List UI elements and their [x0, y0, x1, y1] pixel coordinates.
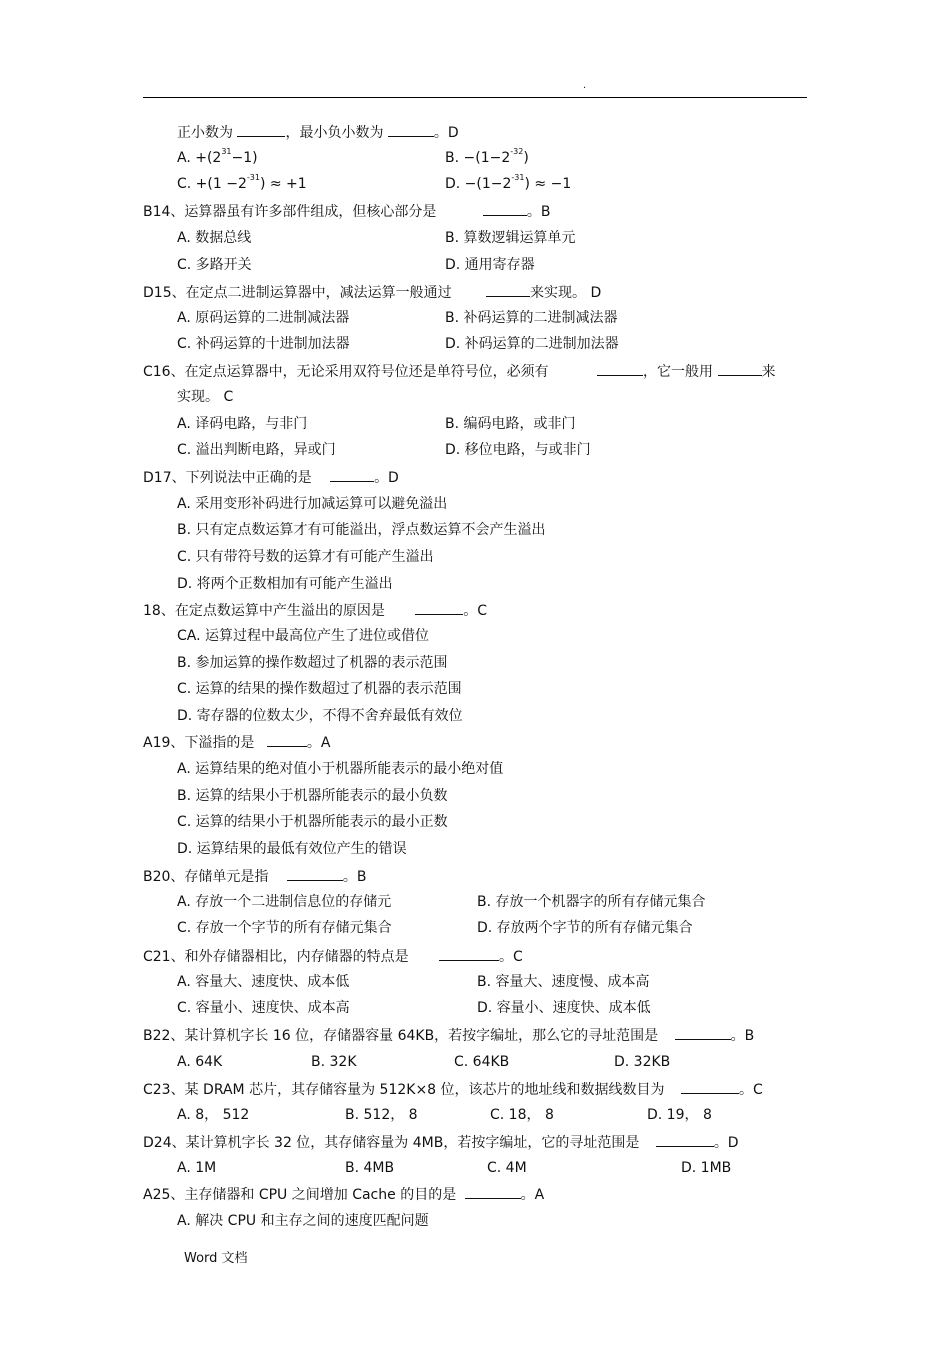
- option-b: B. 存放一个机器字的所有存储元集合: [477, 894, 706, 910]
- option-c: C. 溢出判断电路，异或门: [177, 442, 336, 458]
- option-d: D. 移位电路，与或非门: [445, 442, 591, 458]
- option-b: B. 只有定点数运算才有可能溢出，浮点数运算不会产生溢出: [177, 522, 546, 538]
- option-a: A. 8， 512: [177, 1107, 250, 1123]
- option-b: B. 编码电路，或非门: [445, 416, 576, 432]
- answer-blank: [237, 122, 285, 137]
- option-c: C. 存放一个字节的所有存储元集合: [177, 920, 392, 936]
- answer-blank: [388, 122, 434, 137]
- question-stem: [177, 122, 459, 142]
- option-d: D. $-(1-2^{-31}) \approx -1$: [445, 173, 572, 192]
- option-d: D. 19， 8: [647, 1107, 712, 1123]
- option-d: D. 存放两个字节的所有存储元集合: [477, 920, 693, 936]
- question-stem: C21、和外存储器相比，内存储器的特点是 。C: [143, 946, 523, 966]
- option-c: C. 容量小、速度快、成本高: [177, 1000, 350, 1016]
- option-b: B. 运算的结果小于机器所能表示的最小负数: [177, 788, 448, 804]
- answer-blank: [675, 1025, 731, 1040]
- option-d: D. 运算结果的最低有效位产生的错误: [177, 841, 407, 857]
- option-a: A. 运算结果的绝对值小于机器所能表示的最小绝对值: [177, 761, 504, 777]
- option-b: B. 算数逻辑运算单元: [445, 230, 576, 246]
- page-footer: Word 文档: [184, 1251, 248, 1266]
- answer-blank: [718, 361, 762, 376]
- question-stem: 18、在定点数运算中产生溢出的原因是 。C: [143, 600, 487, 620]
- header-mark: .: [583, 80, 587, 91]
- option-b: B. 容量大、速度慢、成本高: [477, 974, 650, 990]
- answer-blank: [681, 1079, 739, 1094]
- option-c: C. 只有带符号数的运算才有可能产生溢出: [177, 549, 434, 565]
- option-b: B. 补码运算的二进制减法器: [445, 310, 618, 326]
- option-d: D. 补码运算的二进制加法器: [445, 336, 619, 352]
- option-b: B. 512， 8: [345, 1107, 418, 1123]
- question-stem: B14、运算器虽有许多部件组成，但核心部分是 。B: [143, 201, 550, 221]
- option-c: C. 18， 8: [490, 1107, 554, 1123]
- option-b: B. $-(1-2^{-32})$: [445, 147, 529, 166]
- option-d: D. 容量小、速度快、成本低: [477, 1000, 651, 1016]
- question-stem: D17、下列说法中正确的是 。D: [143, 467, 399, 487]
- option-c: C. 运算的结果小于机器所能表示的最小正数: [177, 814, 448, 830]
- question-stem-continued: 实现。 C: [177, 389, 234, 405]
- option-c: C. 运算的结果的操作数超过了机器的表示范围: [177, 681, 462, 697]
- stem-text: ，最小负小数为: [285, 125, 384, 141]
- question-stem: A19、下溢指的是 。A: [143, 732, 330, 752]
- answer-blank: [483, 201, 527, 216]
- answer-blank: [330, 467, 374, 482]
- question-stem: A25、主存储器和 CPU 之间增加 Cache 的目的是 。A: [143, 1184, 544, 1204]
- question-stem: D24、某计算机字长 32 位，其存储容量为 4MB，若按字编址，它的寻址范围是 。D: [143, 1132, 739, 1152]
- option-c: C. 补码运算的十进制加法器: [177, 336, 350, 352]
- answer-blank: [287, 866, 343, 881]
- option-b: B. 4MB: [345, 1160, 395, 1176]
- option-a: A. 存放一个二进制信息位的存储元: [177, 894, 392, 910]
- option-a: A. 1M: [177, 1160, 217, 1176]
- question-stem: C23、某 DRAM 芯片，其存储容量为 512K×8 位，该芯片的地址线和数据线数目为 。C: [143, 1079, 763, 1099]
- answer-blank: [267, 732, 307, 747]
- option-c: C. 64KB: [454, 1054, 510, 1070]
- option-d: D. 通用寄存器: [445, 257, 535, 273]
- option-b: B. 32K: [311, 1054, 357, 1070]
- answer-blank: [656, 1132, 714, 1147]
- question-stem: B22、某计算机字长 16 位，存储器容量 64KB，若按字编址，那么它的寻址范围是 。B: [143, 1025, 754, 1045]
- header-rule: [143, 97, 807, 98]
- option-a: A. 原码运算的二进制减法器: [177, 310, 350, 326]
- option-c: C. 4M: [487, 1160, 527, 1176]
- option-d: D. 1MB: [681, 1160, 732, 1176]
- question-stem: B20、存储单元是指 。B: [143, 866, 366, 886]
- option-a: CA. 运算过程中最高位产生了进位或借位: [177, 628, 430, 644]
- option-a: A. $+(2^{31}-1)$: [177, 147, 258, 166]
- stem-text: 。D: [433, 125, 459, 141]
- option-a: A. 64K: [177, 1054, 223, 1070]
- answer-blank: [439, 946, 499, 961]
- answer-blank: [486, 282, 530, 297]
- option-a: A. 数据总线: [177, 230, 252, 246]
- option-d: D. 32KB: [614, 1054, 671, 1070]
- stem-text: 正小数为: [177, 125, 233, 141]
- option-a: A. 容量大、速度快、成本低: [177, 974, 350, 990]
- option-d: D. 寄存器的位数太少，不得不舍弃最低有效位: [177, 708, 463, 724]
- option-b: B. 参加运算的操作数超过了机器的表示范围: [177, 655, 448, 671]
- answer-blank: [465, 1184, 521, 1199]
- question-stem: D15、在定点二进制运算器中，减法运算一般通过 来实现。 D: [143, 282, 601, 302]
- answer-blank: [415, 600, 463, 615]
- question-stem: C16、在定点运算器中，无论采用双符号位还是单符号位，必须有 ，它一般用 来: [143, 361, 776, 381]
- option-d: D. 将两个正数相加有可能产生溢出: [177, 576, 393, 592]
- option-c: C. 多路开关: [177, 257, 252, 273]
- option-a: A. 采用变形补码进行加减运算可以避免溢出: [177, 496, 448, 512]
- option-a: A. 译码电路，与非门: [177, 416, 308, 432]
- answer-blank: [597, 361, 643, 376]
- option-c: C. $+(1 -2^{-31}) \approx +1$: [177, 173, 307, 192]
- option-a: A. 解决 CPU 和主存之间的速度匹配问题: [177, 1213, 429, 1229]
